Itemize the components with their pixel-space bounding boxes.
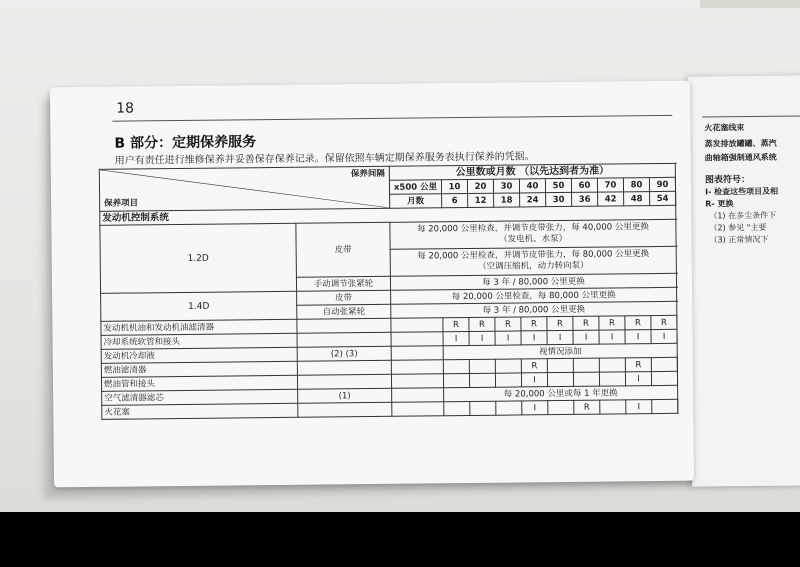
km-value: 90 [649, 177, 675, 191]
item-mark: R [521, 317, 547, 331]
item-mark [547, 358, 573, 372]
item-mark [573, 372, 599, 386]
item-mark: R [521, 359, 547, 373]
item-mark [600, 400, 626, 414]
item-mark [651, 357, 677, 371]
month-value: 30 [546, 192, 572, 206]
item-mark: I [625, 330, 651, 344]
item-mark [651, 371, 677, 385]
belt-1-4d-value: 每 20,000 公里检查，每 80,000 公里更换 [391, 287, 677, 304]
item-note [297, 332, 391, 347]
item-cell [391, 332, 443, 347]
tensioner-manual-label: 手动调节张紧轮 [296, 276, 390, 291]
item-mark: R [547, 316, 573, 330]
month-value: 42 [598, 192, 624, 206]
item-mark: R [651, 315, 677, 329]
item-mark [495, 359, 521, 373]
item-mark [651, 329, 677, 343]
item-span-value: 每 20,000 公里或每 1 年更换 [444, 385, 678, 401]
belt-1-2d-rule-b [390, 246, 676, 276]
item-mark [548, 400, 574, 414]
item-mark: R [573, 316, 599, 330]
right-line-5: I- 检查这些项目及相 [705, 186, 779, 197]
right-line-9: （3) 正常情况下 [709, 234, 769, 245]
right-line-1: 火花塞线束 [704, 123, 745, 133]
item-mark: R [574, 400, 600, 414]
item-mark: I [573, 330, 599, 344]
corner-item-label: 保养项目 [104, 198, 139, 209]
watermark: 汽车之家 AUTOHOME.COM.CN [660, 502, 792, 512]
interval-header: 公里数或月数 （以先达到者为准） [389, 163, 675, 180]
item-mark: I [521, 331, 547, 345]
right-line-8: （2) 参见 "主要 [709, 222, 767, 233]
km-value: 80 [623, 178, 649, 192]
item-mark: I [495, 331, 521, 345]
item-label: 发动机机油和发动机油滤清器 [101, 319, 297, 335]
item-cell [391, 318, 443, 333]
right-line-7: （1) 在多尘条件下 [709, 210, 777, 221]
month-label: 月数 [390, 194, 442, 209]
item-mark: I [626, 400, 652, 414]
month-value: 24 [520, 193, 546, 207]
belt-1-2d-a-line2: （发电机、水泵） [499, 233, 568, 245]
right-line-4: 图表符号： [704, 175, 751, 186]
section-title: B 部分：定期保养服务 [114, 134, 257, 152]
page-number: 18 [116, 100, 135, 117]
right-line-3: 曲轴箱强制通风系统 [704, 152, 777, 163]
item-mark: R [443, 317, 469, 331]
item-label: 燃油管和接头 [101, 375, 297, 391]
item-mark [599, 372, 625, 386]
belt-label-1-2d: 皮带 [296, 222, 391, 277]
background-object [700, 0, 800, 8]
item-mark: I [469, 331, 495, 345]
model-1-4d: 1.4D [101, 291, 297, 321]
belt-1-2d-b-line1: 每 20,000 公里检查，并调节皮带张力，每 80,000 公里更换 [417, 249, 650, 262]
right-page-rule [702, 115, 800, 117]
right-page [688, 75, 800, 486]
section-description: 用户有责任进行维修保养并妥善保存保养记录。保留依照车辆定期保养服务表执行保养的凭据。 [114, 151, 535, 167]
item-mark: I [547, 330, 573, 344]
month-value: 48 [624, 192, 650, 206]
belt-1-2d-b-line2: （空调压缩机，动力转向泵） [478, 260, 589, 272]
item-note [297, 360, 391, 375]
item-mark [443, 373, 469, 387]
item-mark [444, 401, 470, 415]
item-mark: R [495, 317, 521, 331]
item-cell [391, 360, 443, 375]
item-mark: R [599, 316, 625, 330]
item-mark: I [599, 330, 625, 344]
belt-1-2d-rule-a [390, 219, 676, 249]
km-label: x500 公里 [389, 180, 441, 195]
maintenance-schedule-table [99, 163, 679, 420]
month-value: 12 [468, 193, 494, 207]
item-span-value: 视情况添加 [443, 343, 677, 359]
km-value: 70 [597, 178, 623, 192]
item-mark: R [625, 316, 651, 330]
tensioner-auto-label: 自动张紧轮 [297, 304, 391, 319]
item-note [298, 402, 392, 417]
item-mark: I [625, 372, 651, 386]
item-cell [391, 374, 443, 389]
item-mark: I [522, 401, 548, 415]
belt-1-2d-a-line1: 每 20,000 公里检查，并调节皮带张力，每 40,000 公里更换 [417, 222, 649, 235]
item-mark: R [469, 317, 495, 331]
km-value: 50 [545, 178, 571, 192]
item-note [297, 374, 391, 389]
item-mark [496, 401, 522, 415]
item-note [297, 318, 391, 333]
km-value: 10 [441, 179, 467, 193]
left-page [50, 81, 694, 488]
item-label: 发动机冷却液 [101, 347, 297, 363]
right-line-6: R- 更换 [705, 199, 734, 209]
item-label: 空气滤清器滤芯 [102, 389, 298, 405]
km-value: 20 [467, 179, 493, 193]
km-value: 60 [571, 178, 597, 192]
month-value: 36 [572, 192, 598, 206]
item-rows [101, 315, 678, 419]
item-mark [547, 372, 573, 386]
km-value: 40 [519, 179, 545, 193]
belt-label-1-4d: 皮带 [297, 290, 391, 305]
item-mark [599, 358, 625, 372]
item-label: 火花塞 [102, 403, 298, 419]
group-title: 发动机控制系统 [100, 205, 676, 225]
item-mark [495, 373, 521, 387]
model-1-2d: 1.2D [100, 223, 297, 293]
item-mark: I [443, 331, 469, 345]
item-cell [392, 402, 444, 417]
tensioner-manual-value: 每 3 年 / 80,000 公里更换 [390, 273, 676, 290]
month-value: 18 [494, 193, 520, 207]
item-mark [469, 373, 495, 387]
corner-diagonal [100, 167, 389, 211]
item-cell [392, 388, 444, 403]
item-mark [470, 401, 496, 415]
item-label: 冷却系统软管和接头 [101, 333, 297, 349]
tensioner-auto-value: 每 3 年 / 80,000 公里更换 [391, 301, 677, 318]
month-value: 54 [650, 191, 676, 205]
item-mark [443, 359, 469, 373]
page-top-rule [112, 115, 672, 122]
right-line-2: 蒸发排放罐罐、蒸汽 [704, 138, 777, 149]
item-mark [469, 359, 495, 373]
month-value: 6 [442, 193, 468, 207]
item-mark: I [521, 373, 547, 387]
item-mark [573, 358, 599, 372]
item-mark: R [625, 358, 651, 372]
item-mark [652, 399, 678, 413]
corner-interval-label: 保养间隔 [350, 168, 385, 180]
km-value: 30 [493, 179, 519, 193]
item-label: 燃油滤清器 [101, 361, 297, 377]
item-cell [391, 346, 443, 361]
table-corner-cell [99, 166, 389, 211]
item-note: (1) [298, 388, 392, 403]
item-note: (2) (3) [297, 346, 391, 361]
